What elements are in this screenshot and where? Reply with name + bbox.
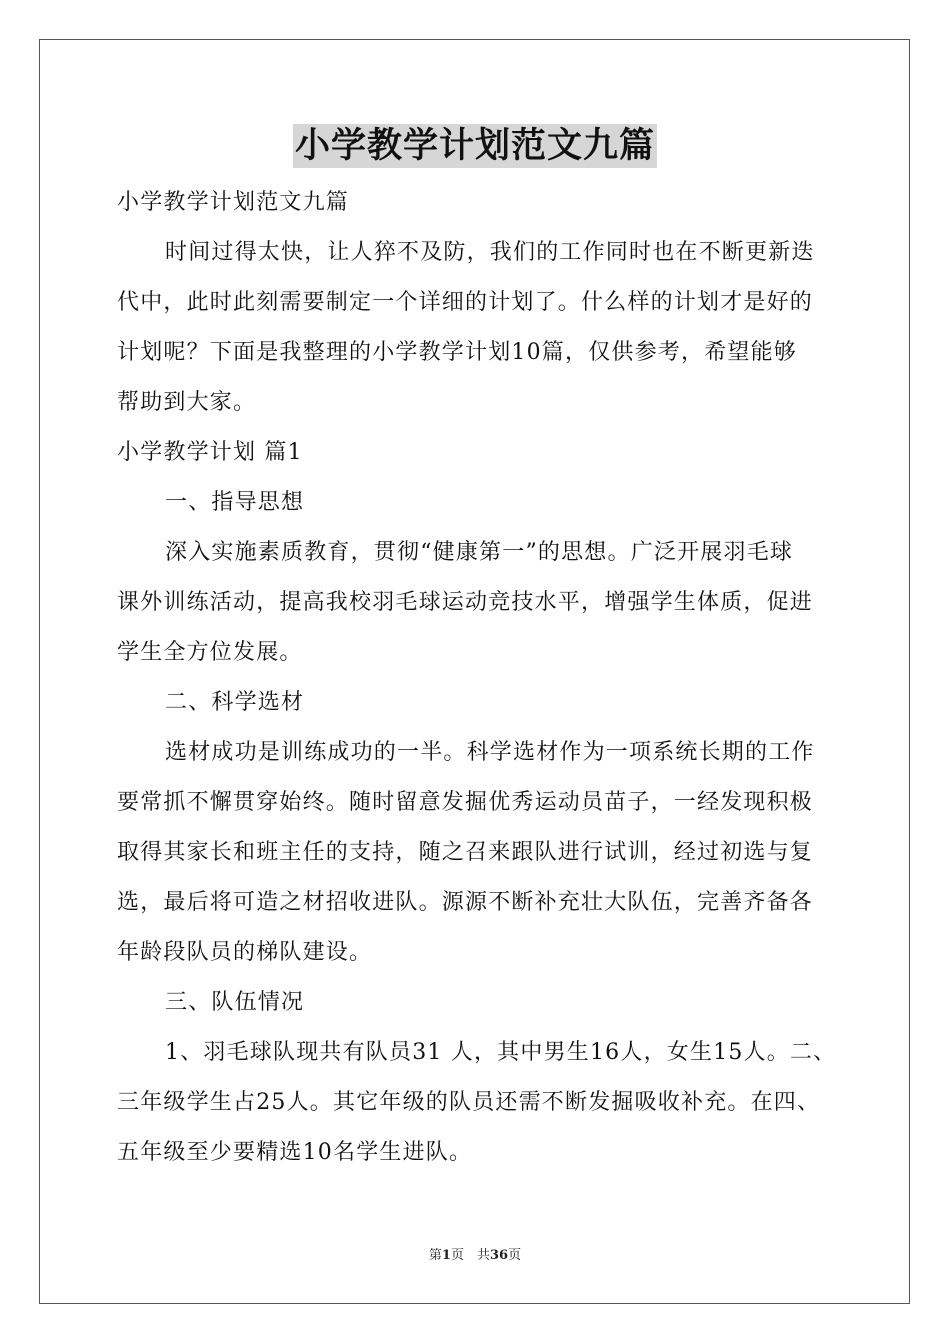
- text-line: 计划呢？下面是我整理的小学教学计划10篇，仅供参考，希望能够: [117, 340, 797, 365]
- document-body: [117, 178, 837, 1178]
- text-line: 小学教学计划范文九篇: [117, 190, 350, 215]
- footer-total-pages: 36: [489, 1248, 509, 1263]
- text-line: 时间过得太快，让人猝不及防，我们的工作同时也在不断更新迭: [165, 240, 815, 265]
- text-line: 小学教学计划 篇1: [117, 440, 303, 465]
- text-line: 三、队伍情况: [165, 990, 305, 1015]
- footer-prefix: 第: [428, 1248, 442, 1263]
- text-line: 年龄段队员的梯队建设。: [117, 940, 373, 965]
- text-line: 代中，此时此刻需要制定一个详细的计划了。什么样的计划才是好的: [117, 290, 814, 315]
- text-line: 学生全方位发展。: [117, 640, 303, 665]
- text-line: 帮助到大家。: [117, 390, 257, 415]
- text-line: 选，最后将可造之材招收进队。源源不断补充壮大队伍，完善齐备各: [117, 890, 814, 915]
- text-line: 五年级至少要精选10名学生进队。: [117, 1140, 473, 1165]
- title-container: [0, 124, 950, 168]
- footer-middle: 页 共: [450, 1248, 490, 1263]
- text-line: 深入实施素质教育，贯彻“健康第一”的思想。广泛开展羽毛球: [165, 540, 794, 565]
- footer-suffix: 页: [508, 1248, 522, 1263]
- text-line: 二、科学选材: [165, 690, 305, 715]
- footer-current-page: 1: [441, 1248, 451, 1263]
- text-line: 取得其家长和班主任的支持，随之召来跟队进行试训，经过初选与复: [117, 840, 814, 865]
- text-line: 要常抓不懈贯穿始终。随时留意发掘优秀运动员苗子，一经发现积极: [117, 790, 814, 815]
- page-footer: [0, 1246, 950, 1266]
- document-title: 小学教学计划范文九篇: [294, 125, 655, 166]
- text-line: 选材成功是训练成功的一半。科学选材作为一项系统长期的工作: [165, 740, 815, 765]
- text-line: 三年级学生占25人。其它年级的队员还需不断发掘吸收补充。在四、: [117, 1090, 821, 1115]
- text-line: 课外训练活动，提高我校羽毛球运动竞技水平，增强学生体质，促进: [117, 590, 814, 615]
- text-line: 1、羽毛球队现共有队员31 人，其中男生16人，女生15人。二、: [165, 1040, 837, 1065]
- text-line: 一、指导思想: [165, 490, 305, 515]
